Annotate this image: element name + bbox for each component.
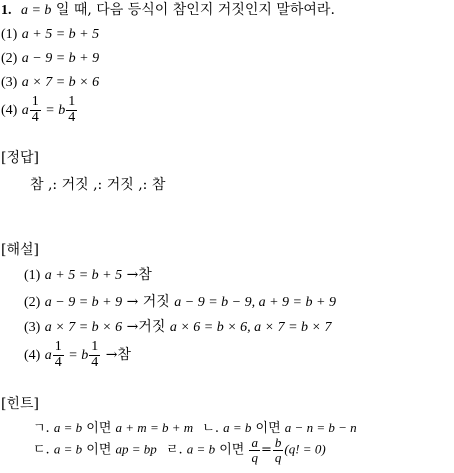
item-expression: a − 9 = b + 9 [44, 295, 123, 310]
hint-condition: a = b [186, 441, 216, 457]
answer-header: [정답] [1, 150, 39, 166]
hint-connector: 이면 [86, 421, 112, 436]
item-note: a × 6 = b × 6, a × 7 = b × 7 [169, 320, 332, 335]
fraction [273, 436, 284, 464]
hint-header: [힌트] [1, 396, 39, 412]
solution-item-3 [24, 320, 332, 335]
fraction-denominator: q [274, 449, 282, 465]
item-expression: a + 5 = b + 5 [44, 268, 123, 283]
hint-marker: ㄹ. [165, 442, 183, 458]
fraction-numerator: a [251, 435, 258, 450]
hint-marker: ㄴ. [202, 421, 219, 436]
item-label: (4) [1, 103, 18, 119]
fraction-middle: = b [41, 103, 66, 119]
stem-expression: a = b [20, 3, 52, 18]
item-result: → 거짓 [126, 294, 170, 310]
hint-result: a − n = b − n [284, 420, 357, 435]
problem-stem [1, 3, 335, 18]
hint-equals: = [260, 442, 272, 458]
fraction-numerator: 1 [54, 339, 62, 354]
problem-item-2 [1, 51, 99, 66]
hint-result: ap = bp [115, 441, 157, 457]
hint-tail: (q! = 0) [284, 441, 326, 457]
fraction-denominator: 4 [31, 109, 39, 125]
fraction-numerator: b [274, 435, 282, 450]
item-label: (1) [1, 27, 18, 42]
hint-condition: a = b [53, 420, 83, 435]
fraction-denominator: q [251, 449, 258, 465]
stem-text: 일 때, 다음 등식이 참인지 거짓인지 말하여라. [51, 2, 335, 18]
fraction [249, 436, 260, 464]
fraction-prefix: a [21, 103, 29, 119]
solution-header: [해설] [1, 242, 39, 258]
hint-marker: ㄷ. [33, 442, 50, 458]
answer-text: 참 ,: 거짓 ,: 거짓 ,: 참 [30, 177, 166, 193]
item-expression: a × 7 = b × 6 [44, 320, 123, 335]
fraction [66, 95, 77, 125]
solution-item-1 [24, 268, 152, 283]
hint-connector: 이면 [219, 442, 245, 458]
hint-row-1 [33, 421, 357, 435]
item-result: →거짓 [126, 319, 166, 335]
item-result: →참 [126, 267, 152, 283]
item-expression: a + 5 = b + 5 [21, 27, 100, 42]
solution-item-2 [24, 295, 336, 310]
hint-connector: 이면 [255, 421, 281, 436]
item-label: (4) [24, 348, 41, 364]
item-expression: a × 7 = b × 6 [21, 75, 100, 90]
item-label: (2) [1, 51, 18, 66]
fraction [30, 95, 41, 125]
problem-item-1 [1, 27, 99, 42]
solution-item-4 [24, 340, 131, 370]
problem-number: 1. [1, 3, 12, 18]
fraction-numerator: 1 [31, 94, 39, 109]
item-label: (1) [24, 268, 41, 283]
fraction-denominator: 4 [68, 109, 76, 125]
fraction [53, 340, 64, 370]
item-result: →참 [105, 347, 131, 364]
fraction-prefix: a [44, 348, 52, 364]
fraction-numerator: 1 [91, 339, 99, 354]
fraction-denominator: 4 [91, 354, 99, 370]
hint-marker: ㄱ. [33, 421, 50, 436]
fraction-middle: = b [64, 348, 89, 364]
fraction [89, 340, 100, 370]
hint-condition: a = b [223, 420, 252, 435]
item-note: a − 9 = b − 9, a + 9 = b + 9 [174, 295, 336, 310]
item-label: (2) [24, 295, 41, 310]
fraction-denominator: 4 [54, 354, 62, 370]
problem-item-3 [1, 75, 99, 90]
hint-result: a + m = b + m [115, 420, 194, 435]
item-expression: a − 9 = b + 9 [21, 51, 100, 66]
hint-connector: 이면 [86, 442, 112, 458]
problem-item-4 [1, 95, 78, 125]
item-label: (3) [1, 75, 18, 90]
hint-row-2 [33, 436, 326, 464]
item-label: (3) [24, 320, 41, 335]
fraction-numerator: 1 [68, 94, 76, 109]
hint-condition: a = b [53, 441, 83, 457]
